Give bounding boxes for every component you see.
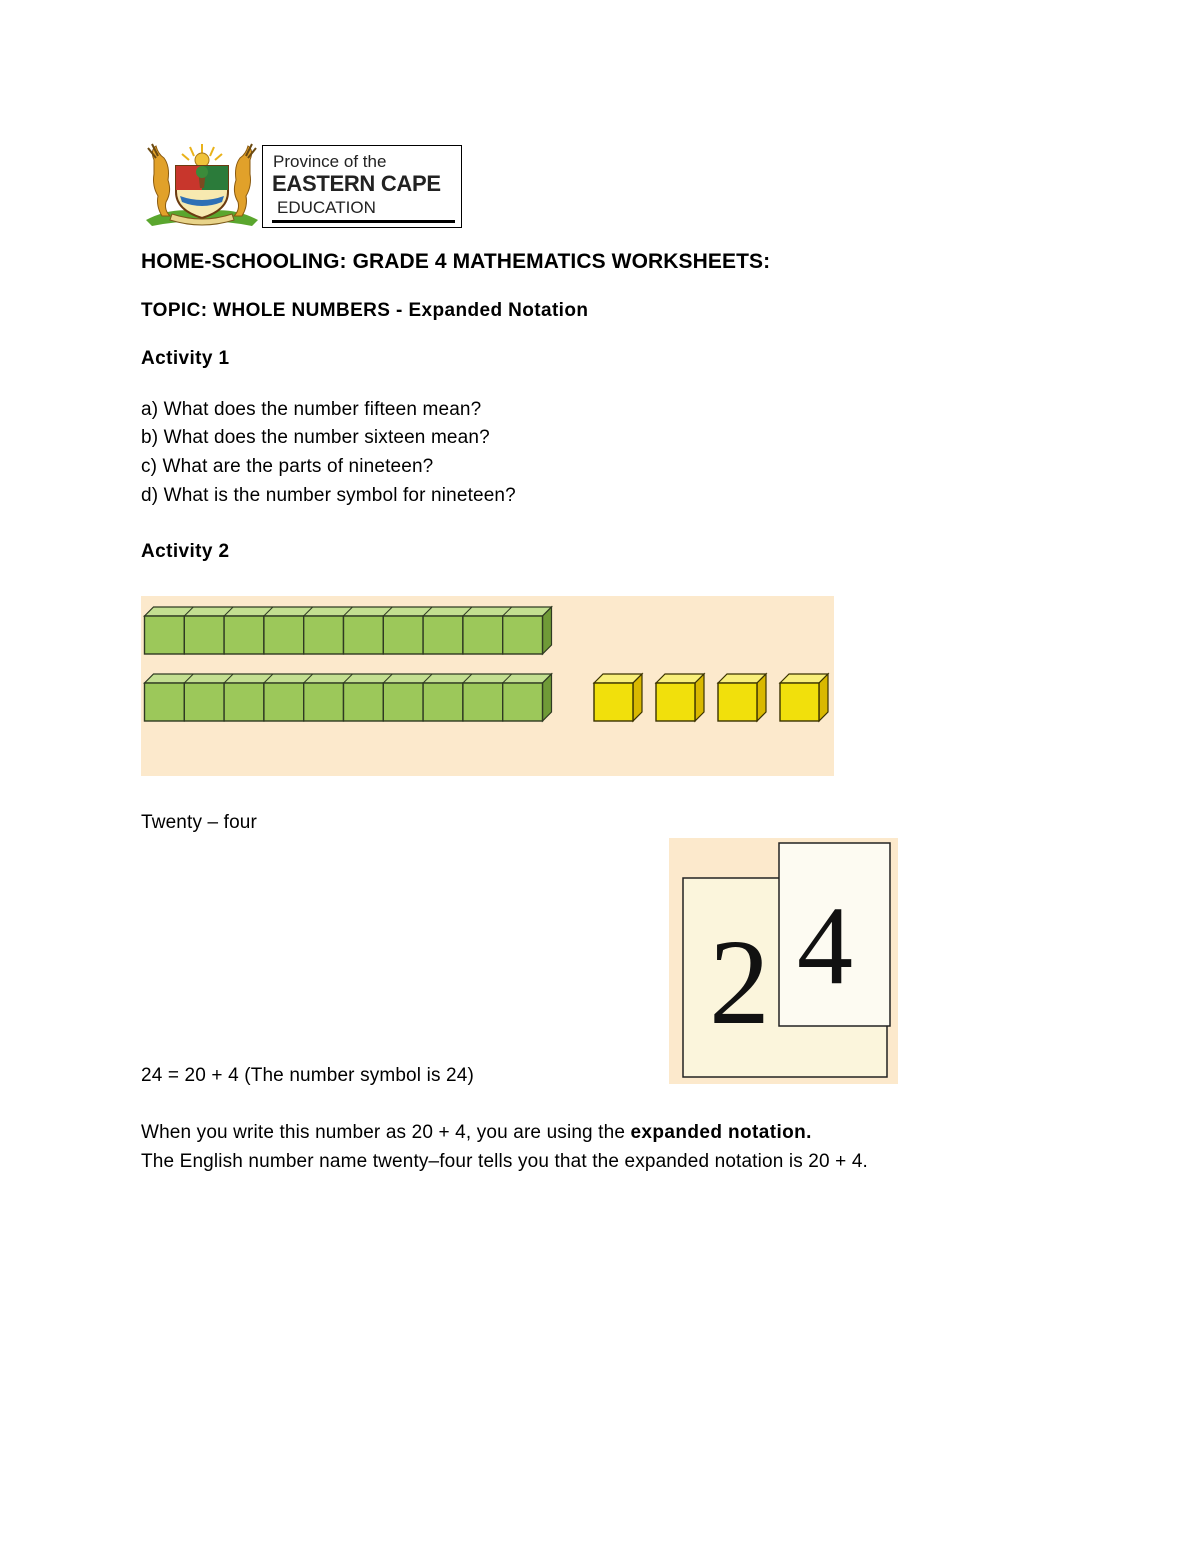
place-value-card-svg xyxy=(669,838,898,1084)
ten-rod-unit xyxy=(145,683,185,721)
ten-rod-unit xyxy=(344,683,384,721)
activity-2-heading: Activity 2 xyxy=(141,541,230,562)
ten-rod-unit xyxy=(264,683,304,721)
one-cube-side xyxy=(757,674,766,721)
ten-rod-unit xyxy=(224,616,264,654)
ten-rod-unit xyxy=(184,683,224,721)
question-c: c) What are the parts of nineteen? xyxy=(141,456,434,477)
ones-digit: 4 xyxy=(797,884,853,1008)
province-logo-box xyxy=(262,145,462,228)
coat-of-arms-logo xyxy=(142,140,262,228)
one-cube-front xyxy=(780,683,819,721)
ten-rod-unit xyxy=(423,616,463,654)
ten-rod-unit xyxy=(423,683,463,721)
ten-rod-unit xyxy=(224,683,264,721)
explanation-line-1 xyxy=(141,1122,812,1144)
question-b: b) What does the number sixteen mean? xyxy=(141,427,490,448)
one-cube-side xyxy=(633,674,642,721)
ten-rod-unit xyxy=(304,683,344,721)
ten-rod-unit xyxy=(463,616,503,654)
ten-rod-unit xyxy=(145,616,185,654)
ten-rod-unit xyxy=(383,683,423,721)
explanation-line-2: The English number name twenty–four tells you that the expanded notation is 20 + 4. xyxy=(141,1151,868,1172)
explanation-prefix: When you write this number as 20 + 4, you are using the xyxy=(141,1122,631,1143)
activity-1-heading: Activity 1 xyxy=(141,348,230,369)
ten-rod-unit xyxy=(383,616,423,654)
one-cube-side xyxy=(819,674,828,721)
logo-line-eastern-cape: EASTERN CAPE xyxy=(272,171,441,196)
topic-heading: TOPIC: WHOLE NUMBERS - Expanded Notation xyxy=(141,300,589,321)
page-title: HOME-SCHOOLING: GRADE 4 MATHEMATICS WORKSHEETS: xyxy=(141,250,771,273)
equation-text: 24 = 20 + 4 (The number symbol is 24) xyxy=(141,1065,474,1086)
ten-rod-unit xyxy=(463,683,503,721)
expanded-notation-term: expanded notation. xyxy=(630,1122,812,1143)
number-name: Twenty – four xyxy=(141,812,258,833)
one-cube-front xyxy=(594,683,633,721)
logo-line-education: EDUCATION xyxy=(277,198,376,217)
place-value-card-illustration xyxy=(669,838,898,1084)
logo-line-province: Province of the xyxy=(273,152,387,171)
ten-rod-unit xyxy=(184,616,224,654)
one-cube-side xyxy=(695,674,704,721)
question-d: d) What is the number symbol for nineteen? xyxy=(141,485,516,506)
one-cube-front xyxy=(718,683,757,721)
ten-rod-unit xyxy=(503,683,543,721)
question-a: a) What does the number fifteen mean? xyxy=(141,399,482,420)
base-ten-blocks-svg xyxy=(141,596,834,776)
ten-rod-unit xyxy=(503,616,543,654)
ten-rod-unit xyxy=(304,616,344,654)
logo-underline xyxy=(272,220,455,223)
tens-digit: 2 xyxy=(709,915,770,1050)
ten-rod-unit xyxy=(344,616,384,654)
one-cube-front xyxy=(656,683,695,721)
base-ten-blocks-illustration xyxy=(141,596,834,776)
ten-rod-unit xyxy=(264,616,304,654)
